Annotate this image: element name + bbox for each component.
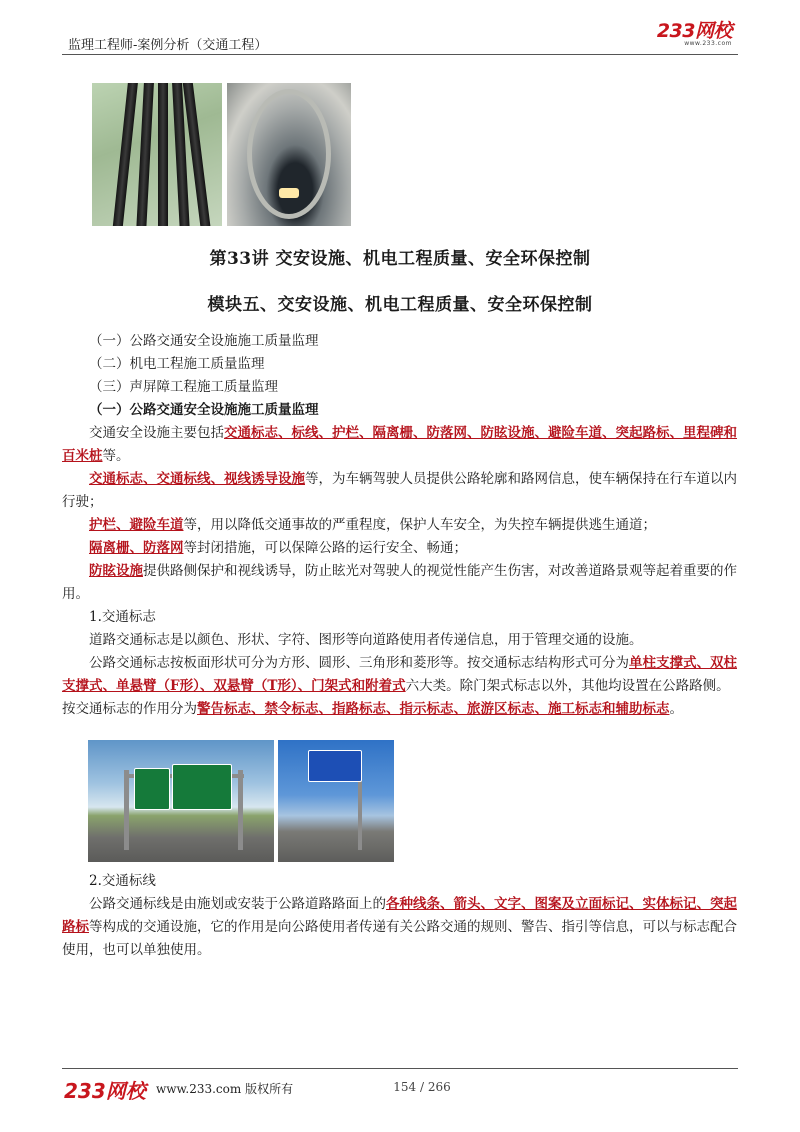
paragraph-marking: 公路交通标线是由施划或安装于公路道路路面上的各种线条、箭头、文字、图案及立面标记、实体标记、突起路标等构成的交通设施，它的作用是向公路使用者传递有关公路交通的规则、警告、指引等信息，可以与标志配合使用，也可以单独使用。 xyxy=(62,896,737,958)
key-terms: 护栏、避险车道 xyxy=(89,517,184,533)
paragraph-sign-definition: 道路交通标志是以颜色、形状、字符、图形等向道路使用者传递信息，用于管理交通的设施。 xyxy=(89,632,643,648)
footer-logo[interactable]: 233网校 xyxy=(64,1079,146,1103)
content-block-1 xyxy=(62,330,738,721)
highway-sign-photo xyxy=(88,740,274,862)
content-block-2 xyxy=(62,870,738,962)
module-heading: 模块五、交安设施、机电工程质量、安全环保控制 xyxy=(207,295,593,315)
brand-logo[interactable] xyxy=(657,22,732,47)
page-footer xyxy=(62,1068,738,1103)
paragraph-sign-types: 公路交通标志按板面形状可分为方形、圆形、三角形和菱形等。按交通标志结构形式可分为单柱支撑式、双柱支撑式、单悬臂（F形）、双悬臂（T形）、门架式和附着式六大类。除门架式标志以外，其他均设置在公路路侧。按交通标志的作用分为警告标志、禁令标志、指路标志、指示标志、旅游区标志、施工标志和辅助标志。 xyxy=(62,655,737,717)
lecture-heading: 第33讲 交安设施、机电工程质量、安全环保控制 xyxy=(209,249,591,269)
logo-url: www.233.com xyxy=(684,40,732,47)
road-sign-photo xyxy=(278,740,394,862)
page-number: 154 / 266 xyxy=(393,1080,451,1094)
key-terms: 防眩设施 xyxy=(89,563,143,579)
paragraph-guardrail: 护栏、避险车道等，用以降低交通事故的严重程度，保护人车安全，为失控车辆提供逃生通道； xyxy=(89,517,656,533)
paragraph-fence: 隔离栅、防落网等封闭措施，可以保障公路的运行安全、畅通； xyxy=(89,540,467,556)
key-terms: 交通标志、标线、护栏、隔离栅、防落网、防眩设施、避险车道、突起路标、里程碑和百米桩 xyxy=(62,425,737,464)
header-title: 监理工程师-案例分析（交通工程） xyxy=(68,38,268,53)
key-terms: 警告标志、禁令标志、指路标志、指示标志、旅游区标志、施工标志和辅助标志 xyxy=(197,701,670,717)
key-terms: 隔离栅、防落网 xyxy=(89,540,184,556)
key-terms: 各种线条、箭头、文字、图案及立面标记、实体标记、突起路标 xyxy=(62,896,737,935)
toc-item: （二）机电工程施工质量监理 xyxy=(89,356,265,372)
toc-item: （一）公路交通安全设施施工质量监理 xyxy=(89,333,319,349)
key-terms: 交通标志、交通标线、视线诱导设施 xyxy=(89,471,305,487)
waterstop-photo xyxy=(92,83,222,226)
tunnel-photo xyxy=(227,83,351,226)
paragraph-guidance: 交通标志、交通标线、视线诱导设施等，为车辆驾驶人员提供公路轮廓和路网信息，使车辆保持在行车道以内行驶； xyxy=(62,471,737,510)
page-header xyxy=(62,20,738,55)
footer-copyright: www.233.com 版权所有 xyxy=(156,1082,294,1096)
section-title: （一）公路交通安全设施施工质量监理 xyxy=(89,402,319,418)
subsection-title: 2.交通标线 xyxy=(89,873,156,889)
logo-text: 233网校 xyxy=(656,20,732,42)
key-terms: 单柱支撑式、双柱支撑式、单悬臂（F形）、双悬臂（T形）、门架式和附着式 xyxy=(62,655,737,694)
paragraph-antiglare: 防眩设施提供路侧保护和视线诱导，防止眩光对驾驶人的视觉性能产生伤害，对改善道路景观等起着重要的作用。 xyxy=(62,563,737,602)
subsection-title: 1.交通标志 xyxy=(89,609,156,625)
paragraph-facilities: 交通安全设施主要包括交通标志、标线、护栏、隔离栅、防落网、防眩设施、避险车道、突起路标、里程碑和百米桩等。 xyxy=(62,425,737,464)
toc-item: （三）声屏障工程施工质量监理 xyxy=(89,379,278,395)
